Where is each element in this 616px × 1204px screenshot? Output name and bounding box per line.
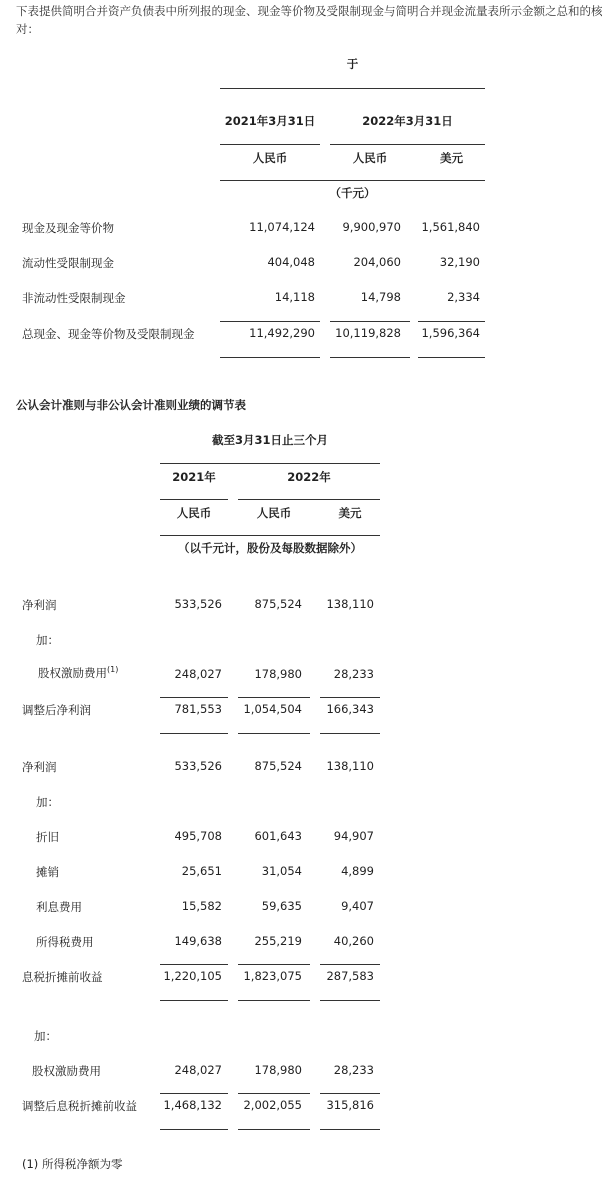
table1-rule — [418, 321, 485, 322]
table2-year-2021: 2021年 — [172, 470, 216, 484]
table2-cell: 149,638 — [174, 934, 222, 948]
table2-rule — [238, 1000, 310, 1001]
table1-date-2022: 2022年3月31日 — [362, 114, 453, 128]
table2-cell: 875,524 — [254, 759, 302, 773]
table2-currency-usd-2022: 美元 — [338, 506, 362, 520]
table2-cell: 59,635 — [261, 899, 302, 913]
table2-title: 公认会计准则与非公认会计准则业绩的调节表 — [16, 398, 246, 412]
table2-currency-rmb-2021: 人民币 — [176, 506, 212, 520]
table1-rule — [330, 144, 485, 145]
table1-date-2021: 2021年3月31日 — [224, 114, 316, 128]
table2-row-label: 调整后净利润 — [22, 703, 91, 717]
table1-rule — [330, 357, 410, 358]
table1-rule — [220, 357, 320, 358]
table2-rule — [320, 1093, 380, 1094]
table1-rule — [220, 144, 320, 145]
table1-unit: （千元） — [329, 186, 376, 200]
table1-row-label: 现金及现金等价物 — [22, 221, 114, 235]
table2-cell: 178,980 — [254, 1063, 302, 1077]
table2-cell: 178,980 — [254, 667, 302, 681]
table2-cell: 31,054 — [261, 864, 302, 878]
table2-rule — [160, 535, 380, 536]
table2-cell: 138,110 — [326, 597, 374, 611]
table2-cell: 94,907 — [333, 829, 374, 843]
table1-row-label: 流动性受限制现金 — [22, 256, 114, 270]
table1-total-label: 总现金、现金等价物及受限制现金 — [22, 327, 195, 341]
table1-cell: 14,118 — [274, 290, 315, 304]
table1-cell: 204,060 — [353, 255, 401, 269]
table2-cell: 1,054,504 — [243, 702, 302, 716]
table2-cell: 1,468,132 — [163, 1098, 222, 1112]
table2-cell: 601,643 — [254, 829, 302, 843]
table2-rule — [238, 499, 380, 500]
table2-currency-rmb-2022: 人民币 — [256, 506, 292, 520]
table2-cell: 315,816 — [326, 1098, 374, 1112]
table1-cell: 14,798 — [360, 290, 401, 304]
table2-row-label: 股权激励费用$^{(1)}$ — [38, 665, 119, 680]
table1-rule — [220, 321, 320, 322]
table2-cell: 495,708 — [174, 829, 222, 843]
table2-cell: 40,260 — [333, 934, 374, 948]
table2-cell: 28,233 — [333, 1063, 374, 1077]
table1-cell: 1,596,364 — [421, 326, 480, 340]
table1-cell: 1,561,840 — [421, 220, 480, 234]
table2-rule — [160, 733, 228, 734]
table2-rule — [238, 964, 310, 965]
table1-rule — [418, 357, 485, 358]
table1-cell: 11,074,124 — [249, 220, 315, 234]
table1-rule — [220, 88, 485, 89]
table2-rule — [320, 1000, 380, 1001]
table2-cell: 287,583 — [326, 969, 374, 983]
table2-rule — [238, 697, 310, 698]
table2-rule — [238, 1093, 310, 1094]
table2-row-label: 加： — [36, 633, 59, 647]
table1-cell: 2,334 — [447, 290, 480, 304]
table1-rule — [330, 321, 410, 322]
table2-row-label: 净利润 — [22, 760, 57, 774]
table2-row-label: 所得税费用 — [36, 935, 94, 949]
table2-cell: 248,027 — [174, 667, 222, 681]
table2-cell: 1,220,105 — [163, 969, 222, 983]
table1-cell: 32,190 — [439, 255, 480, 269]
table2-rule — [320, 964, 380, 965]
table2-year-2022: 2022年 — [287, 470, 331, 484]
table1-currency-usd-2022: 美元 — [440, 151, 463, 165]
table2-cell: 166,343 — [326, 702, 374, 716]
table2-cell: 1,823,075 — [243, 969, 302, 983]
table2-cell: 25,651 — [181, 864, 222, 878]
table2-row-label: 折旧 — [36, 830, 59, 844]
table2-rule — [160, 499, 228, 500]
table2-row-label: 净利润 — [22, 598, 57, 612]
table2-row-label: 息税折摊前收益 — [22, 970, 103, 984]
table2-row-label: 摊销 — [36, 865, 59, 879]
table2-period: 截至3月31日止三个月 — [211, 433, 328, 447]
table1-cell: 404,048 — [267, 255, 315, 269]
intro-paragraph: 下表提供简明合并资产负债表中所列报的现金、现金等价物及受限制现金与简明合并现金流量表所示金额之总和的核对： — [16, 4, 603, 36]
table2-rule — [160, 463, 380, 464]
table2-cell: 533,526 — [174, 759, 222, 773]
table2-rule — [160, 964, 228, 965]
footnote-marker: (1) — [107, 665, 119, 675]
table2-cell: 9,407 — [341, 899, 374, 913]
table2-row-label: 加： — [36, 795, 59, 809]
table1-top-header: 于 — [346, 57, 359, 71]
table2-cell: 15,582 — [181, 899, 222, 913]
table2-cell: 875,524 — [254, 597, 302, 611]
table1-row-label: 非流动性受限制现金 — [22, 291, 126, 305]
table2-row-label: 利息费用 — [36, 900, 82, 914]
table2-cell: 533,526 — [174, 597, 222, 611]
table1-cell: 10,119,828 — [335, 326, 401, 340]
table1-currency-rmb-2022: 人民币 — [352, 151, 388, 165]
table2-rule — [320, 1129, 380, 1130]
table1-rule — [220, 180, 485, 181]
table2-cell: 2,002,055 — [243, 1098, 302, 1112]
table2-cell: 255,219 — [254, 934, 302, 948]
table2-row-label: 调整后息税折摊前收益 — [22, 1099, 137, 1113]
table2-cell: 248,027 — [174, 1063, 222, 1077]
table2-rule — [320, 697, 380, 698]
table2-cell: 781,553 — [174, 702, 222, 716]
table2-row-label: 股权激励费用 — [32, 1064, 101, 1078]
table1-currency-rmb-2021: 人民币 — [252, 151, 288, 165]
table2-unit: （以千元计，股份及每股数据除外） — [178, 541, 362, 555]
table2-rule — [160, 1000, 228, 1001]
footnote: (1) 所得税净额为零 — [22, 1157, 123, 1171]
table2-rule — [238, 733, 310, 734]
table1-cell: 11,492,290 — [249, 326, 315, 340]
table2-rule — [160, 1093, 228, 1094]
table2-cell: 28,233 — [333, 667, 374, 681]
table2-rule — [320, 733, 380, 734]
table2-rule — [160, 697, 228, 698]
table1-cell: 9,900,970 — [342, 220, 401, 234]
table2-cell: 4,899 — [341, 864, 374, 878]
table2-rule — [160, 1129, 228, 1130]
table2-rule — [238, 1129, 310, 1130]
table2-cell: 138,110 — [326, 759, 374, 773]
table2-row-label: 加： — [34, 1029, 57, 1043]
